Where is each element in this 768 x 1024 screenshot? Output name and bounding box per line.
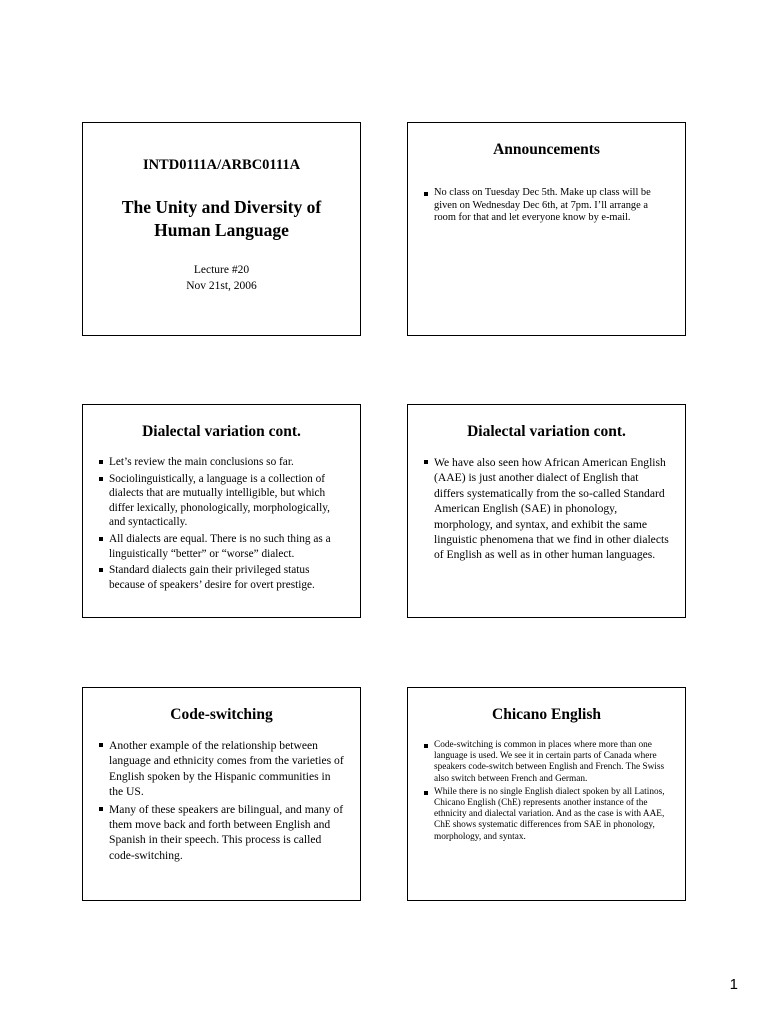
bullet-item: Many of these speakers are bilingual, and many of them move back and forth between English and Spanish in their speech. This process is called code-switching. [99,802,344,864]
lecture-date: Nov 21st, 2006 [186,280,257,292]
slide-heading: Code-switching [170,706,273,723]
bullet-list [424,455,669,563]
bullet-list [424,187,669,225]
lecture-title [83,196,360,242]
lecture-title-line2: Human Language [154,220,289,240]
bullet-item: No class on Tuesday Dec 5th. Make up class will be given on Wednesday Dec 6th, at 7pm. I’ll arrange a room for that and let everyone know by e-mail. [424,187,669,225]
bullet-item: Let’s review the main conclusions so far. [99,455,344,470]
page-number: 1 [729,976,738,993]
lecture-title-line1: The Unity and Diversity of [121,197,322,217]
slide-dialectal-variation-2 [407,404,686,618]
bullet-item: Sociolinguistically, a language is a collection of dialects that are mutually intelligible, but which differ lexically, phonologically, morphologically, and syntactically. [99,472,344,530]
lecture-info [83,262,360,294]
slide-heading: Chicano English [492,706,601,723]
slide-title [82,122,361,336]
bullet-list [424,740,669,843]
bullet-item: All dialects are equal. There is no such thing as a linguistically “better” or “worse” dialect. [99,532,344,561]
bullet-item: Standard dialects gain their privileged status because of speakers’ desire for overt prestige. [99,563,344,592]
slide-heading: Dialectal variation cont. [467,423,626,440]
bullet-item: Another example of the relationship between language and ethnicity comes from the varieties of English spoken by the Hispanic communities in the US. [99,738,344,800]
slide-dialectal-variation-1 [82,404,361,618]
lecture-number: Lecture #20 [193,264,250,276]
slide-heading: Announcements [493,141,600,158]
slide-heading: Dialectal variation cont. [142,423,301,440]
bullet-list [99,738,344,863]
bullet-item: We have also seen how African American English (AAE) is just another dialect of English that differs systematically from the so-called Standard American English (SAE) in phonology, morphology, and syntax, and exhibit the same linguistic phenomena that we find in other dialects of English as well as in other human languages. [424,455,669,563]
course-code: INTD0111A/ARBC0111A [142,157,301,173]
bullet-item: Code-switching is common in places where more than one language is used. We see it in certain parts of Canada where speakers code-switch between English and French. The Swiss also switch between French and German. [424,740,669,785]
bullet-item: While there is no single English dialect spoken by all Latinos, Chicano English (ChE) represents another instance of the ethnicity and dialectal variation. And as the case is with AAE, ChE shows systematic differences from SAE in phonology, morphology, and syntax. [424,787,669,843]
slide-code-switching [82,687,361,901]
slide-chicano-english [407,687,686,901]
bullet-list [99,455,344,592]
slide-announcements [407,122,686,336]
